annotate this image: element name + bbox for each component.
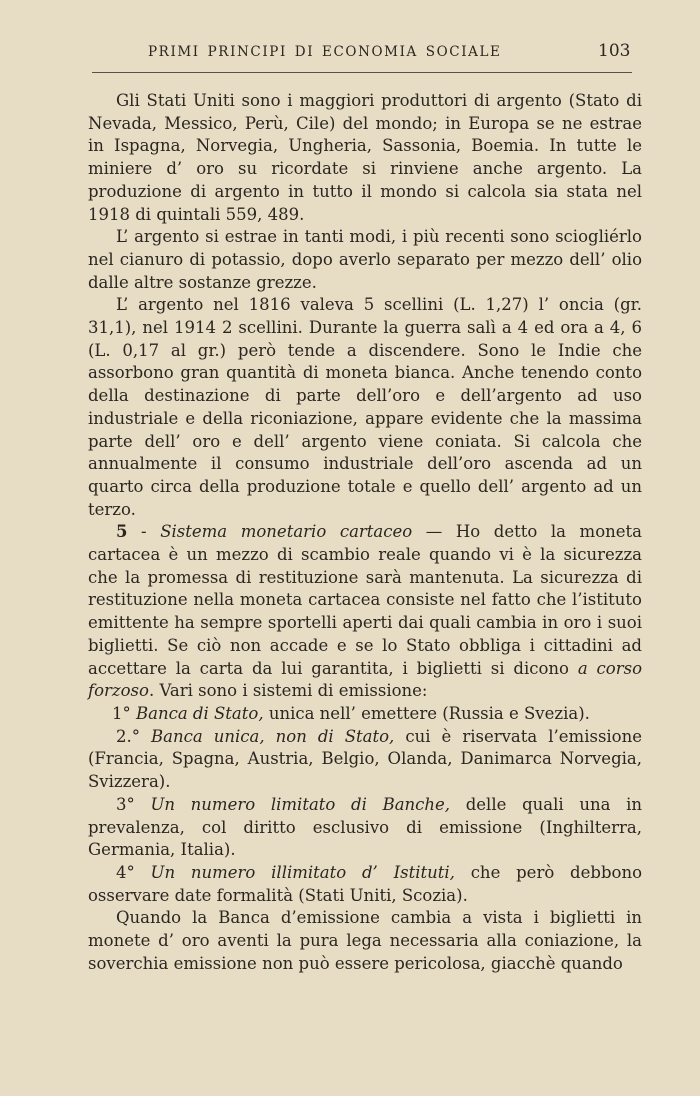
paragraph-issuing-bank: Quando la Banca d’emissione cambia a vista i biglietti in monete d’ oro aventi la pura lega necessaria alla coniazione, la soverchia emissione non può essere pericolosa, giacchè quando [88,908,642,973]
item-title: Un numero limitato di Banche, [150,794,451,814]
item-text: che però debbono osservare date formalità (Stati Uniti, Scozia). [88,862,643,905]
item-text: delle quali una in prevalenza, col diritto esclusivo di emissione (Inghilterra, Germania, Italia). [88,794,643,860]
list-item [88,794,642,862]
section-title: Sistema monetario cartaceo [160,522,413,542]
paragraph-silver-producers: Gli Stati Uniti sono i maggiori produttori di argento (Stato di Nevada, Messico, Perù, Cile) del mondo; in Europa se ne estrae in Ispagna, Norvegia, Ungheria, Sassonia, Boemia. In tutte le miniere d’ oro su ricordate si rinviene anche argento. La produzione di argento in tutto il mondo si calcola sia stata nel 1918 di quintali 559, 489. [88,91,642,224]
paragraph-silver-value: L’ argento nel 1816 valeva 5 scellini (L. 1,27) l’ oncia (gr. 31,1), nel 1914 2 scellini. Durante la guerra salì a 4 ed ora a 4, 6 (L. 0,17 al gr.) però tende a discendere. Sono le Indie che assorbono gran quantità di moneta bianca. Anche tenendo conto della destinazione di parte dell’oro e dell’argento ad uso industriale e della riconiazione, appare evidente che la massima parte dell’ oro e dell’ argento viene coniata. Si calcola che annualmente il consumo industriale dell’oro ascenda ad un quarto circa della produzione totale e quello dell’ argento ad un terzo. [88,295,642,519]
item-title: Un numero illimitato d’ Istituti, [150,862,455,882]
list-item [88,862,642,907]
item-marker: 1° [112,703,131,723]
item-text: unica nell’ emettere (Russia e Svezia). [263,703,590,723]
item-title: Banca di Stato, [136,703,264,723]
item-title: Banca unica, non di Stato, [151,726,395,746]
section-text-2: . Vari sono i sistemi di emissione: [148,681,428,701]
list-item [88,703,642,726]
running-title: PRIMI PRINCIPI DI ECONOMIA SOCIALE [148,44,502,60]
section-number: 5 [116,522,128,542]
list-item [88,726,642,794]
section-term: a corso forzoso [88,658,643,701]
section-text-1: — Ho detto la moneta cartacea è un mezzo di scambio reale quando vi è la sicurezza che la promessa di restituzione sarà mantenuta. La sicurezza di restituzione nella moneta cartacea consiste nel fatto che l’istituto emittente ha sempre sportelli aperti dai quali cambia in oro i suoi biglietti. Se ciò non accade e se lo Stato obbliga i cittadini ad accettare la carta da lui garantita, i biglietti si dicono [88,522,642,678]
header-rule [92,72,632,73]
section-paper-money [88,521,642,703]
body-text [88,90,642,975]
item-marker: 2.° [116,726,140,746]
item-text: cui è riservata l’emissione (Francia, Spagna, Austria, Belgio, Olanda, Danimarca Norvegia, Svizzera). [88,726,643,792]
paragraph-silver-extraction: L’ argento si estrae in tanti modi, i più recenti sono sciogliérlo nel cianuro di potassio, dopo averlo separato per mezzo dell’ olio dalle altre sostanze grezze. [88,227,642,292]
section-dash: - [127,522,161,542]
item-marker: 4° [116,862,135,882]
page-number: 103 [598,41,631,61]
item-marker: 3° [116,794,135,814]
